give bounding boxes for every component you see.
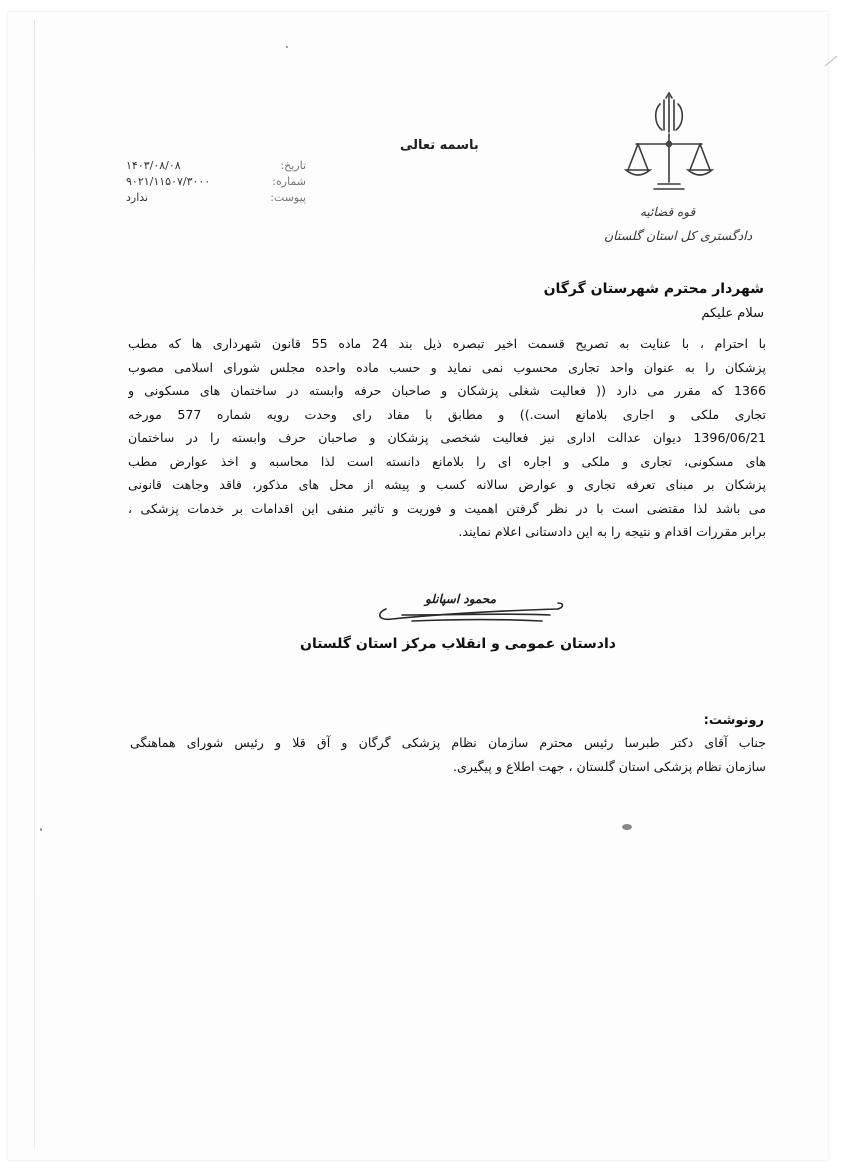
meta-attachment-row (126, 190, 306, 206)
scan-edge-line (34, 20, 35, 1150)
letterhead-org-province: دادگستری کل استان گلستان (604, 228, 753, 243)
iran-emblem-and-scales-icon (614, 90, 724, 210)
body-line: برابر مقررات اقدام و نتیجه را به این دادستانی اعلام نمایند. (458, 524, 766, 539)
letter-body (128, 332, 766, 544)
cc-heading: رونوشت: (703, 713, 764, 728)
meta-attachment-value: ندارد (126, 191, 149, 204)
cc-body (130, 731, 766, 779)
scan-corner-mark (824, 55, 838, 67)
meta-date-value: ۱۴۰۳/۰۸/۰۸ (126, 159, 181, 172)
signatory-name: محمود اسپانلو (425, 592, 497, 606)
meta-date-row (126, 158, 306, 174)
basmala-heading: باسمه تعالی (400, 138, 479, 153)
meta-attachment-label: پیوست: (270, 191, 306, 204)
letterhead-org-judiciary: قوه قضائیه (640, 205, 696, 219)
signatory-title: دادستان عمومی و انقلاب مرکز استان گلستان (300, 636, 616, 652)
body-line: پزشکان بر مبنای تعرفه تجاری و عوارض سالانه کسب و پیشه از محل های مذکور، فاقد وجاهت قانونی (128, 477, 766, 492)
body-line: 1366 که مقرر می دارد (( فعالیت شغلی پزشکان و صاحبان حرفه وابسته در ساختمان های مسکونی و (128, 383, 766, 398)
body-line: می باشد لذا مقتضی است با در نظر گرفتن اهمیت و فوریت و تاثیر منفی این اقدامات بر خدمات پزشکی ، (128, 500, 766, 516)
scan-speck (40, 828, 42, 831)
addressee-line: شهردار محترم شهرستان گرگان (543, 281, 764, 297)
meta-number-value: ۹۰۲۱/۱۱۵۰۷/۳۰۰۰ (126, 175, 211, 188)
cc-line: سازمان نظام پزشکی استان گلستان ، جهت اطلاع و پیگیری. (452, 759, 766, 774)
body-line: های مسکونی، تجاری و ملکی و اجاره ای را بلامانع دانسته است لذا محاسبه و اخذ عوارض مطب (128, 453, 766, 469)
letter-meta (126, 158, 306, 206)
body-line: پزشکان را به عنوان واحد تجاری محسوب نمی نماید و حسب ماده واحده مجلس شورای اسلامی مصوب (128, 359, 766, 375)
body-line: تجاری ملکی و اجاری بلامانع است.)) و مطابق با مفاد رای وحدت رویه شماره 577 مورخه (128, 406, 766, 422)
scan-speck (286, 46, 288, 48)
meta-number-row (126, 174, 306, 190)
body-line: 1396/06/21 دیوان عدالت اداری نیز فعالیت شخصی پزشکان و صاحبان حرف وابسته را در ساختمان (128, 430, 766, 445)
greeting-line: سلام علیکم (701, 306, 764, 321)
cc-line: جناب آقای دکتر طبرسا رئیس محترم سازمان نظام پزشکی گرگان و آق قلا و رئیس شورای هماهنگی (130, 735, 766, 750)
meta-number-label: شماره: (272, 175, 306, 188)
body-line: با احترام ، با عنایت به تصریح قسمت اخیر تبصره ذیل بند 24 ماده 55 قانون شهرداری ها که مطب (128, 336, 766, 351)
meta-date-label: تاریخ: (280, 159, 306, 172)
scan-speck (622, 824, 632, 830)
